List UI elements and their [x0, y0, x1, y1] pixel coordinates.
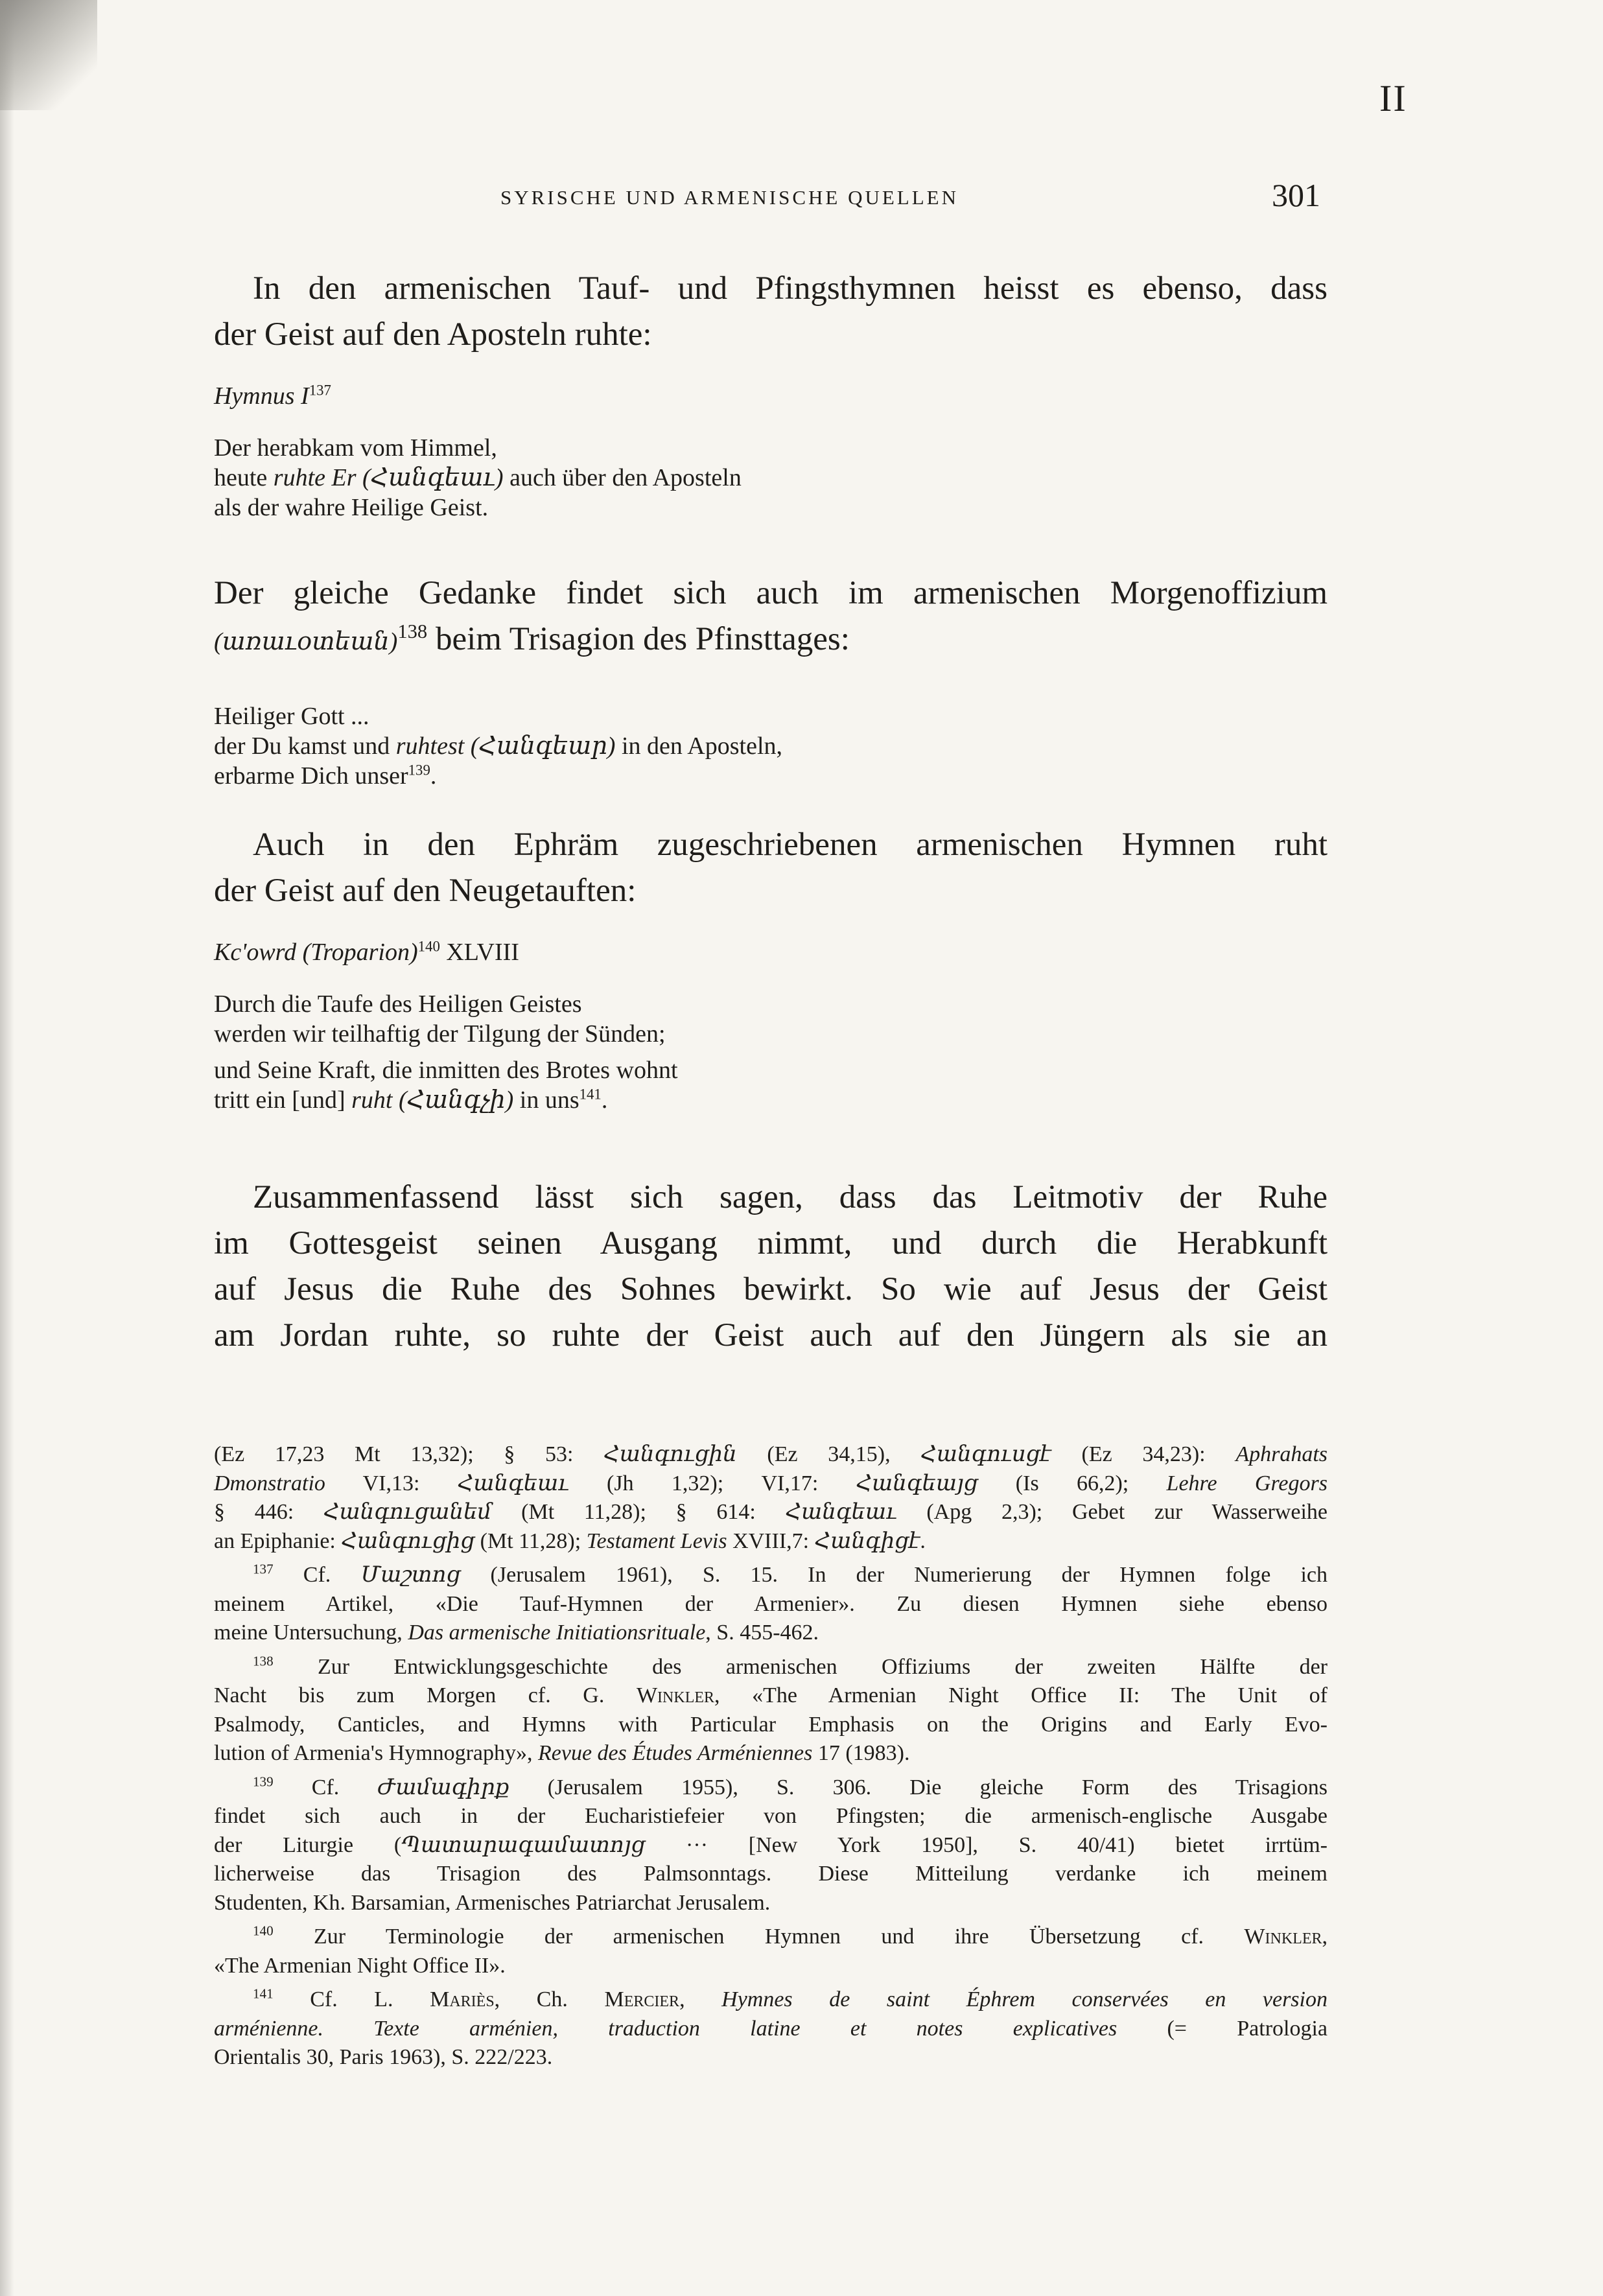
- scan-edge-shadow: [0, 0, 14, 2296]
- page-number: 301: [1272, 177, 1320, 213]
- footnote-line: $^{138}$ Zur Entwicklungsgeschichte des armenischen Offiziums der zweiten Hälfte der: [253, 1653, 1328, 1679]
- footnote-line: Nacht bis zum Morgen cf. G. Winkler, «The Armenian Night Office II: The Unit of: [214, 1683, 1328, 1707]
- verse-line: tritt ein [und] ruht (Հանգչի) in uns$^{141}$.: [214, 1086, 608, 1114]
- scan-corner-shadow: [0, 0, 97, 110]
- armenian-term: Մաշտոց: [360, 1563, 461, 1587]
- armenian-term: Հանգիցէ: [814, 1529, 920, 1553]
- armenian-term: Հանգեաւ: [457, 1471, 569, 1495]
- footnote-continuation: [214, 1440, 1328, 1556]
- verse-line: Durch die Taufe des Heiligen Geistes: [214, 990, 582, 1018]
- footnote-line: lution of Armenia's Hymnography», Revue des Études Arméniennes 17 (1983).: [214, 1741, 910, 1765]
- footnote-line: meine Untersuchung, Das armenische Initiationsrituale, S. 455-462.: [214, 1621, 819, 1645]
- footnote-line: $^{137}$ Cf. Մաշտոց (Jerusalem 1961), S. 15. In der Numerierung der Hymnen folge ich: [253, 1561, 1328, 1587]
- text-line: auf Jesus die Ruhe des Sohnes bewirkt. So wie auf Jesus der Geist: [214, 1271, 1328, 1307]
- verse-line: Heiliger Gott ...: [214, 703, 369, 730]
- footnote-ref: 141: [579, 1086, 602, 1103]
- footnote-139: [214, 1774, 1328, 1918]
- footnote-ref: 140: [417, 938, 440, 955]
- paragraph-3: [214, 822, 1328, 914]
- running-head: SYRISCHE UND ARMENISCHE QUELLEN: [500, 186, 959, 209]
- footnotes: [214, 1440, 1328, 2072]
- text-line: der Geist auf den Neugetauften:: [214, 873, 637, 909]
- text-line: Zusammenfassend lässt sich sagen, dass das Leitmotiv der Ruhe: [253, 1179, 1328, 1215]
- verse-line: der Du kamst und ruhtest (Հանգեար) in den Aposteln,: [214, 732, 783, 760]
- armenian-term: Հանգուցանեմ: [323, 1500, 492, 1524]
- verse-line: als der wahre Heilige Geist.: [214, 494, 489, 521]
- footnote-line: der Liturgie (Պատարագամատոյց ··· [New York 1950], S. 40/41) bietet irrtüm-: [214, 1833, 1328, 1857]
- footnote-number: 139: [253, 1774, 274, 1790]
- armenian-term: Հանգեաւ: [785, 1500, 897, 1524]
- footnote-line: findet sich auch in der Eucharistiefeier von Pfingsten; die armenisch-englische Ausgabe: [214, 1804, 1328, 1828]
- armenian-term: Հանգուցին: [603, 1442, 737, 1466]
- verse-line: Der herabkam vom Himmel,: [214, 434, 497, 462]
- footnote-line: (Ez 17,23 Mt 13,32); § 53: Հանգուցին (Ez 34,15), Հանգուսցէ (Ez 34,23): Aphrahats: [214, 1442, 1328, 1466]
- hymn-3-caption: Kc'owrd (Troparion)$^{140}$ XLVIII: [214, 938, 519, 966]
- armenian-term: (Հանգեար): [464, 732, 616, 760]
- footnote-line: Psalmody, Canticles, and Hymns with Particular Emphasis on the Origins and Early Evo-: [214, 1712, 1328, 1737]
- footnote-ref: 137: [309, 382, 331, 399]
- footnote-137: [214, 1561, 1328, 1648]
- armenian-term: (առաւօտեան): [214, 628, 398, 655]
- footnote-number: 137: [253, 1561, 274, 1577]
- footnote-line: licherweise das Trisagion des Palmsonntags. Diese Mitteilung verdanke ich meinem: [214, 1862, 1328, 1886]
- text-line: am Jordan ruhte, so ruhte der Geist auch auf den Jüngern als sie an: [214, 1317, 1328, 1353]
- footnote-140: [214, 1923, 1328, 1980]
- verse-line: werden wir teilhaftig der Tilgung der Sünden;: [214, 1020, 666, 1048]
- verse-line: und Seine Kraft, die inmitten des Brotes wohnt: [214, 1057, 678, 1084]
- armenian-term: (Հանգեաւ): [356, 464, 504, 491]
- footnote-number: 141: [253, 1986, 274, 2002]
- footnote-line: arménienne. Texte arménien, traduction latine et notes explicatives (= Patrologia: [214, 2016, 1328, 2041]
- hymn-1-verse: [214, 433, 742, 522]
- footnote-line: Studenten, Kh. Barsamian, Armenisches Patriarchat Jerusalem.: [214, 1890, 771, 1915]
- armenian-term: Հանգուցից: [341, 1529, 475, 1553]
- footnote-ref: 138: [397, 620, 428, 642]
- paragraph-2: [214, 570, 1328, 665]
- paragraph-4: [214, 1175, 1328, 1359]
- footnote-line: § 446: Հանգուցանեմ (Mt 11,28); § 614: Հանգեաւ (Apg 2,3); Gebet zur Wasserweihe: [214, 1500, 1328, 1524]
- text-line: der Geist auf den Aposteln ruhte:: [214, 316, 652, 353]
- footnote-line: an Epiphanie: Հանգուցից (Mt 11,28); Testament Levis XVIII,7: Հանգիցէ.: [214, 1529, 926, 1553]
- armenian-term: Պատարագամատոյց: [401, 1833, 646, 1857]
- footnote-138: [214, 1653, 1328, 1768]
- armenian-term: Հանգեայց: [856, 1471, 978, 1495]
- volume-mark: II: [1379, 77, 1407, 119]
- footnote-line: $^{140}$ Zur Terminologie der armenischen Hymnen und ihre Übersetzung cf. Winkler,: [253, 1923, 1328, 1949]
- text-line: Auch in den Ephräm zugeschriebenen armenischen Hymnen ruht: [253, 826, 1328, 863]
- footnote-number: 138: [253, 1653, 274, 1669]
- verse-line: heute ruhte Er (Հանգեաւ) auch über den Aposteln: [214, 464, 742, 491]
- footnote-ref: 139: [408, 762, 430, 779]
- caption-title: Kc'owrd (Troparion): [214, 939, 418, 966]
- armenian-term: (Հանգչի): [392, 1086, 514, 1114]
- footnote-141: [214, 1986, 1328, 2072]
- text-line: im Gottesgeist seinen Ausgang nimmt, und durch die Herabkunft: [214, 1225, 1328, 1261]
- footnote-line: $^{139}$ Cf. Ժամագիրք (Jerusalem 1955), S. 306. Die gleiche Form des Trisagions: [253, 1774, 1328, 1799]
- hymn-3-verse: [214, 989, 678, 1115]
- footnote-number: 140: [253, 1923, 274, 1939]
- armenian-term: Հանգուսցէ: [920, 1442, 1051, 1466]
- footnote-line: Dmonstratio VI,13: Հանգեաւ (Jh 1,32); VI,17: Հանգեայց (Is 66,2); Lehre Gregors: [214, 1471, 1328, 1495]
- verse-line: erbarme Dich unser$^{139}$.: [214, 762, 437, 790]
- footnote-line: «The Armenian Night Office II».: [214, 1953, 506, 1978]
- caption-title: Hymnus I: [214, 382, 309, 410]
- hymn-2-verse: [214, 701, 782, 791]
- footnote-line: meinem Artikel, «Die Tauf-Hymnen der Armenier». Zu diesen Hymnen siehe ebenso: [214, 1591, 1328, 1616]
- text-line: In den armenischen Tauf- und Pfingsthymnen heisst es ebenso, dass: [253, 270, 1328, 307]
- hymn-1-caption: [214, 381, 331, 411]
- paragraph-1: [214, 266, 1328, 358]
- armenian-term: Ժամագիրք: [377, 1775, 509, 1799]
- text-line: Der gleiche Gedanke findet sich auch im armenischen Morgenoffizium: [214, 575, 1328, 611]
- footnote-line: Orientalis 30, Paris 1963), S. 222/223.: [214, 2045, 553, 2069]
- footnote-line: $^{141}$ Cf. L. Mariès, Ch. Mercier, Hymnes de saint Éphrem conservées en version: [253, 1986, 1328, 2011]
- text-line: (առաւօտեան)$^{138}$ beim Trisagion des Pfinsttages:: [214, 620, 850, 657]
